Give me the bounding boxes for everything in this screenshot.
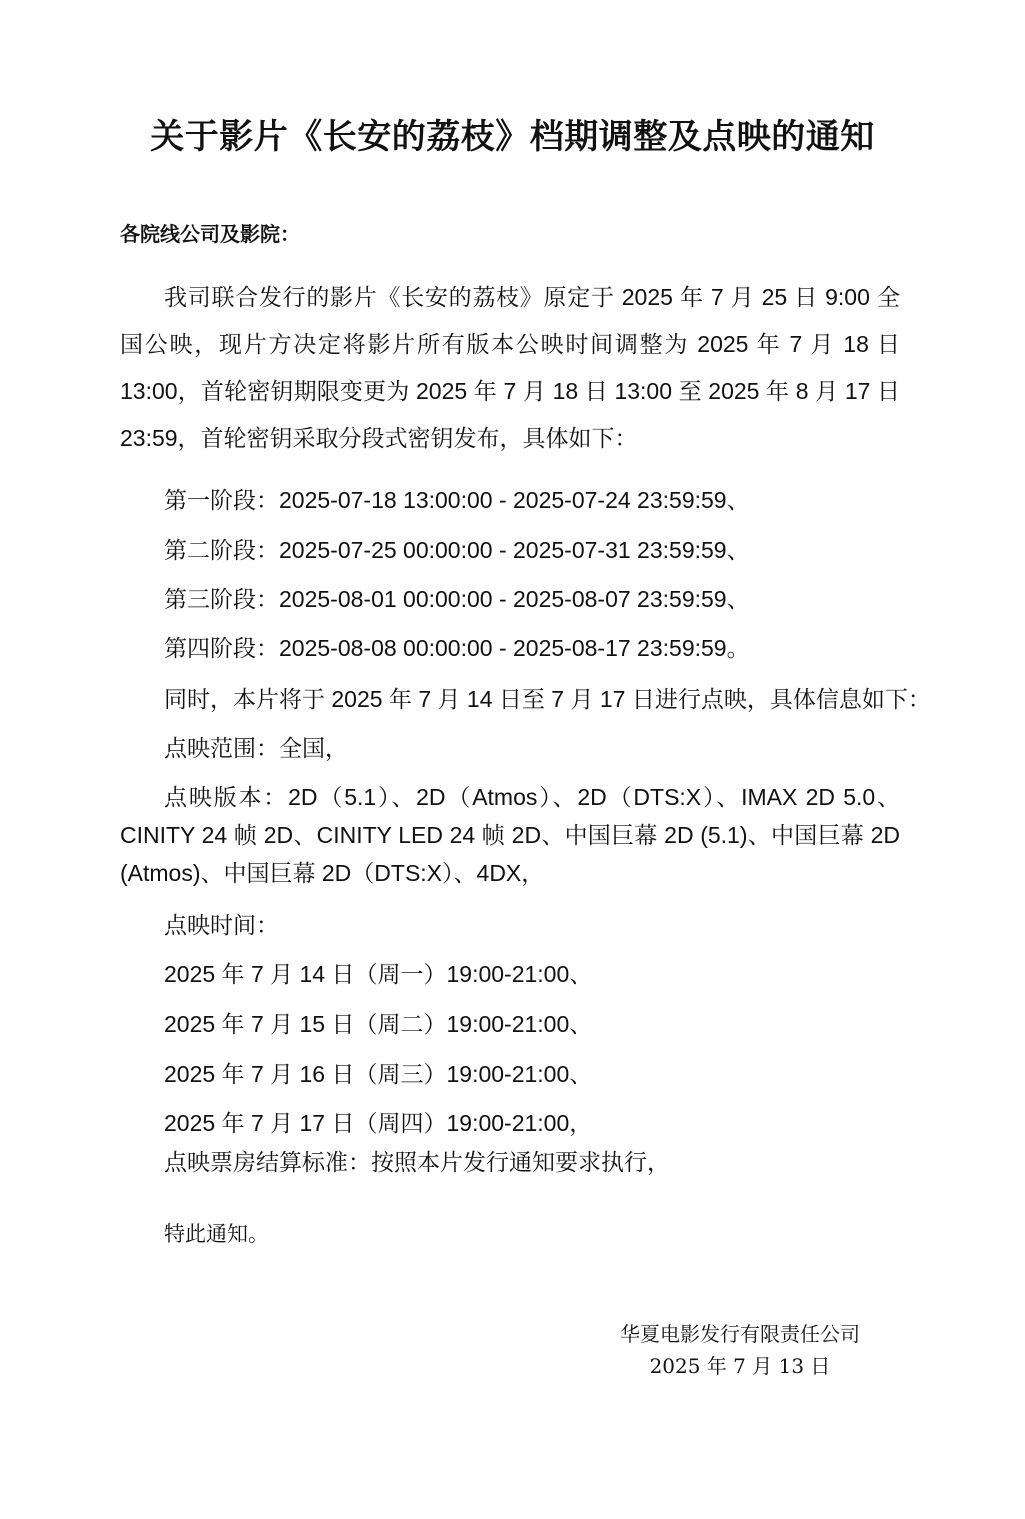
issue-date: 2025 年 7 月 13 日 bbox=[649, 1354, 831, 1378]
issuer-company: 华夏电影发行有限责任公司 bbox=[620, 1322, 860, 1346]
preview-versions: 点映版本：2D（5.1）、2D（Atmos）、2D（DTS:X）、IMAX 2D 5.0、CINITY 24 帧 2D、CINITY LED 24 帧 2D、中国巨幕 2D (5.1)、中国巨幕 2D (Atmos)、中国巨幕 2D（DTS:X）、4DX， bbox=[120, 784, 900, 886]
preview-time-line: 2025 年 7 月 16 日（周三）19:00-21:00、 bbox=[164, 1061, 593, 1087]
phase-line: 第二阶段：2025-07-25 00:00:00 - 2025-07-31 23:59:59、 bbox=[164, 537, 750, 563]
settlement-standard: 点映票房结算标准：按照本片发行通知要求执行， bbox=[164, 1149, 670, 1175]
preview-time-label: 点映时间： bbox=[164, 912, 279, 938]
preview-time-line: 2025 年 7 月 14 日（周一）19:00-21:00、 bbox=[164, 961, 593, 987]
addressee: 各院线公司及影院： bbox=[120, 222, 300, 246]
preview-time-line: 2025 年 7 月 15 日（周二）19:00-21:00、 bbox=[164, 1011, 593, 1037]
preview-scope: 点映范围：全国， bbox=[164, 735, 348, 761]
phase-line: 第四阶段：2025-08-08 00:00:00 - 2025-08-17 23:59:59。 bbox=[164, 635, 750, 661]
preview-time-line: 2025 年 7 月 17 日（周四）19:00-21:00， bbox=[164, 1110, 593, 1136]
preview-intro: 同时，本片将于 2025 年 7 月 14 日至 7 月 17 日进行点映，具体信息如下： bbox=[164, 686, 931, 712]
closing-remark: 特此通知。 bbox=[164, 1222, 269, 1246]
phase-line: 第三阶段：2025-08-01 00:00:00 - 2025-08-07 23:59:59、 bbox=[164, 586, 750, 612]
phase-line: 第一阶段：2025-07-18 13:00:00 - 2025-07-24 23:59:59、 bbox=[164, 487, 750, 513]
intro-paragraph: 我司联合发行的影片《长安的荔枝》原定于 2025 年 7 月 25 日 9:00 全国公映，现片方决定将影片所有版本公映时间调整为 2025 年 7 月 18 日 13:00，首轮密钥期限变更为 2025 年 7 月 18 日 13:00 至 2025 年 8 月 17 日 23:59，首轮密钥采取分段式密钥发布，具体如下： bbox=[120, 284, 900, 451]
document-title: 关于影片《长安的荔枝》档期调整及点映的通知 bbox=[150, 117, 875, 157]
signature-block bbox=[560, 1318, 920, 1382]
